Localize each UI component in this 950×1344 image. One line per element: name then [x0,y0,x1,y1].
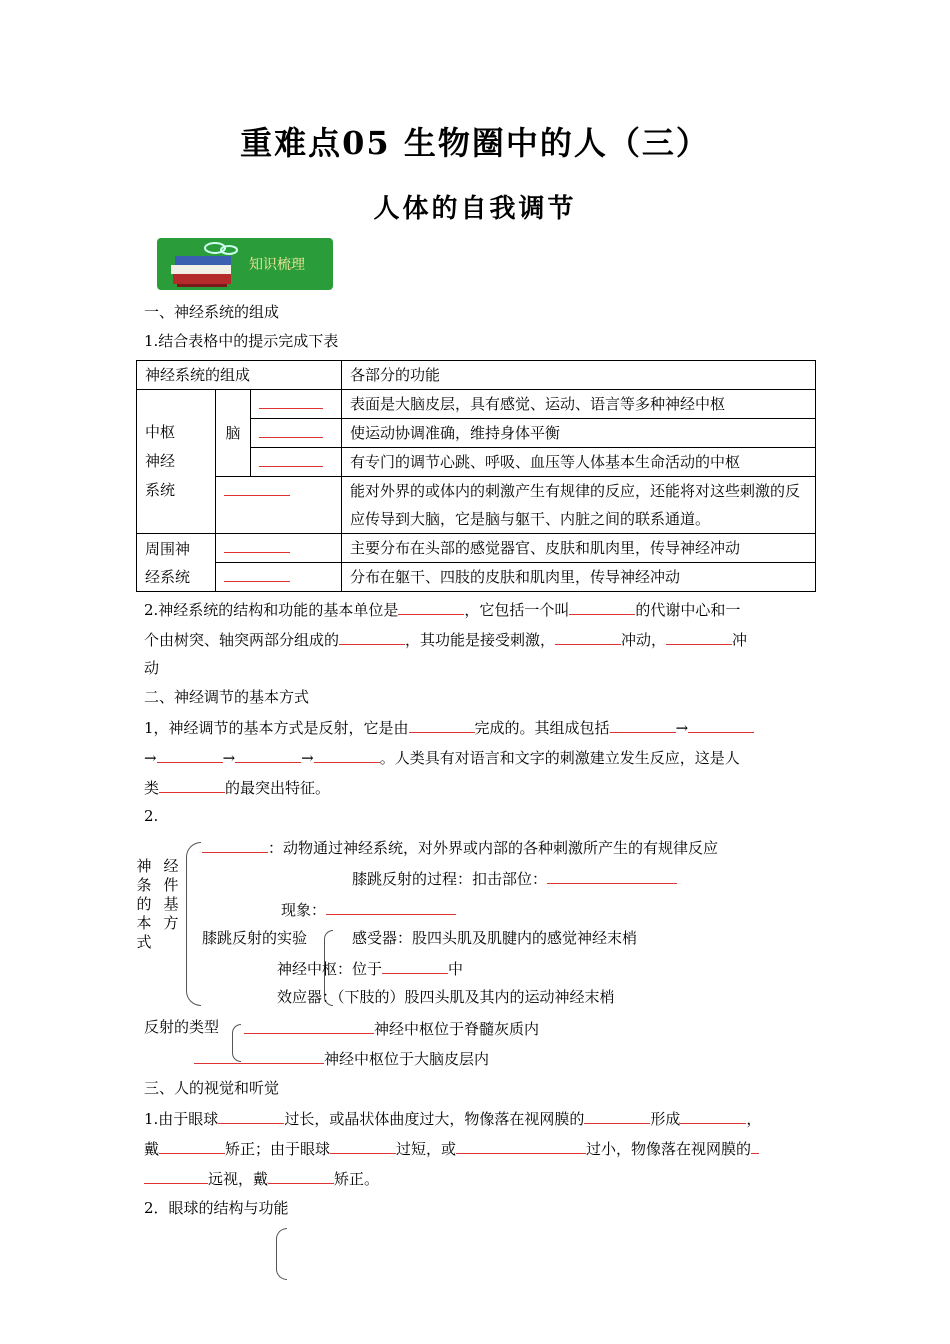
section1-q2-line2: 个由树突、轴突两部分组成的 ，其功能是接受刺激， 冲动， 冲 [144,628,747,650]
brainstem-function: 有专门的调节心跳、呼吸、血压等人体基本生命活动的中枢 [342,448,816,477]
vertical-char: 件 [163,876,179,894]
section1-q2-line3: 动 [144,659,160,677]
conduct-blank[interactable] [666,628,732,645]
cranial-nerve-function: 主要分布在头部的感觉器官、皮肤和肌肉里，传导神经冲动 [342,534,816,563]
vertical-char: 本 [136,914,152,932]
nerve-center-blank[interactable] [382,957,448,974]
section1-heading: 一、神经系统的组成 [144,303,280,321]
nervous-system-table [136,360,816,592]
tap-site-blank[interactable] [547,867,677,884]
vertical-char: 的 [136,895,152,913]
cell-body-blank[interactable] [569,598,635,615]
reflex-arc-blank[interactable] [409,716,475,733]
process-blank[interactable] [339,628,405,645]
section2-q2: 2. [144,807,159,825]
section3-heading: 三、人的视觉和听觉 [144,1079,280,1097]
spinal-nerve-function: 分布在躯干、四肢的皮肤和肌肉里，传导神经冲动 [342,563,816,592]
reflex-definition: ：动物通过神经系统，对外界或内部的各种刺激所产生的有规律反应 [202,836,718,858]
language-center-blank[interactable] [159,776,225,793]
arc-part5-blank[interactable] [314,746,380,763]
peripheral-nervous-system: 周围神 经系统 [137,534,216,592]
eye-structure-brace [276,1228,287,1280]
vertical-char: 方 [163,914,179,932]
brain-label: 脑 [216,390,251,477]
section2-q1-line3: 类 的最突出特征。 [144,776,330,798]
reflex-type-1: 神经中枢位于脊髓灰质内 [244,1017,539,1039]
myopia-blank[interactable] [680,1107,746,1124]
section3-q2: 2．眼球的结构与功能 [144,1199,289,1217]
reflex-type-2: 神经中枢位于大脑皮层内 [194,1047,489,1069]
table-header-composition: 神经系统的组成 [137,361,342,390]
reflex-types-label: 反射的类型 [144,1018,220,1036]
behind-blank[interactable] [144,1167,208,1184]
vertical-char: 基 [163,895,179,913]
phenomenon-blank[interactable] [326,898,456,915]
page-subtitle: 人体的自我调节 [373,194,577,224]
section1-q2-line1: 2.神经系统的结构和功能的基本单位是 ，它包括一个叫 的代谢中心和一 [144,598,740,620]
neuron-blank[interactable] [398,598,464,615]
big-brace [186,842,201,1006]
nerve-center-text: 神经中枢：位于 中 [277,957,463,979]
arc-part3-blank[interactable] [157,746,223,763]
badge-label: 知识梳理 [249,257,305,273]
knee-phenomenon: 现象： [281,898,456,920]
simple-reflex-blank[interactable] [244,1017,374,1034]
cerebrum-blank[interactable] [251,390,342,419]
cerebellum-function: 使运动协调准确，维持身体平衡 [342,419,816,448]
books-icon [163,238,243,290]
spinal-cord-function: 能对外界的或体内的刺激产生有规律的反应，还能将对这些刺激的反应传导到大脑，它是脑与躯干、内脏之间的联系通道。 [342,477,816,534]
section2-q1-line1: 1，神经调节的基本方式是反射，它是由 完成的。其组成包括 → [144,716,754,738]
section3-q1-line2: 戴 矫正；由于眼球 过短，或 过小，物像落在视网膜的 [144,1137,759,1159]
section2-q1-line2: → → → 。人类具有对语言和文字的刺激建立发生反应，这是人 [144,746,740,768]
knee-process: 膝跳反射的过程：扣击部位： [352,867,677,889]
vertical-char: 神 [136,857,152,875]
section3-q1-line1: 1.由于眼球 过长，或晶状体曲度过大，物像落在视网膜的 形成 ， [144,1107,761,1129]
lens-curvature-blank[interactable] [456,1137,586,1154]
receptor-text: 感受器：股四头肌及肌腱内的感觉神经末梢 [352,929,638,947]
front-blank[interactable] [584,1107,650,1124]
cerebrum-function: 表面是大脑皮层，具有感觉、运动、语言等多种神经中枢 [342,390,816,419]
central-nervous-system: 中枢 神经 系统 [137,390,216,534]
behind-blank-start[interactable] [751,1137,759,1154]
section3-q1-line3: 远视，戴 矫正。 [144,1167,379,1189]
vertical-char: 条 [136,876,152,894]
vertical-char: 式 [136,933,152,951]
page-title: 重难点05 生物圈中的人（三） [240,124,710,162]
spinal-nerve-blank[interactable] [216,563,342,592]
arc-part4-blank[interactable] [235,746,301,763]
complex-reflex-blank[interactable] [194,1047,324,1064]
brainstem-blank[interactable] [251,448,342,477]
vertical-char: 经 [163,857,179,875]
knowledge-badge [157,238,333,290]
concave-lens-blank[interactable] [159,1137,225,1154]
section2-heading: 二、神经调节的基本方式 [144,688,310,706]
effector-text: 效应器：（下肢的）股四头肌及其内的运动神经末梢 [277,988,615,1006]
arc-part1-blank[interactable] [610,716,676,733]
section1-q1: 1.结合表格中的提示完成下表 [144,332,339,350]
table-header-function: 各部分的功能 [342,361,816,390]
arc-part2-blank[interactable] [688,716,754,733]
cranial-nerve-blank[interactable] [216,534,342,563]
knee-experiment-label: 膝跳反射的实验 [202,929,308,947]
generate-blank[interactable] [555,628,621,645]
spinal-cord-blank[interactable] [216,477,342,534]
convex-lens-blank[interactable] [268,1167,334,1184]
axis-long-blank[interactable] [218,1107,284,1124]
reflex-blank[interactable] [202,836,268,853]
axis-short-blank[interactable] [330,1137,396,1154]
cerebellum-blank[interactable] [251,419,342,448]
